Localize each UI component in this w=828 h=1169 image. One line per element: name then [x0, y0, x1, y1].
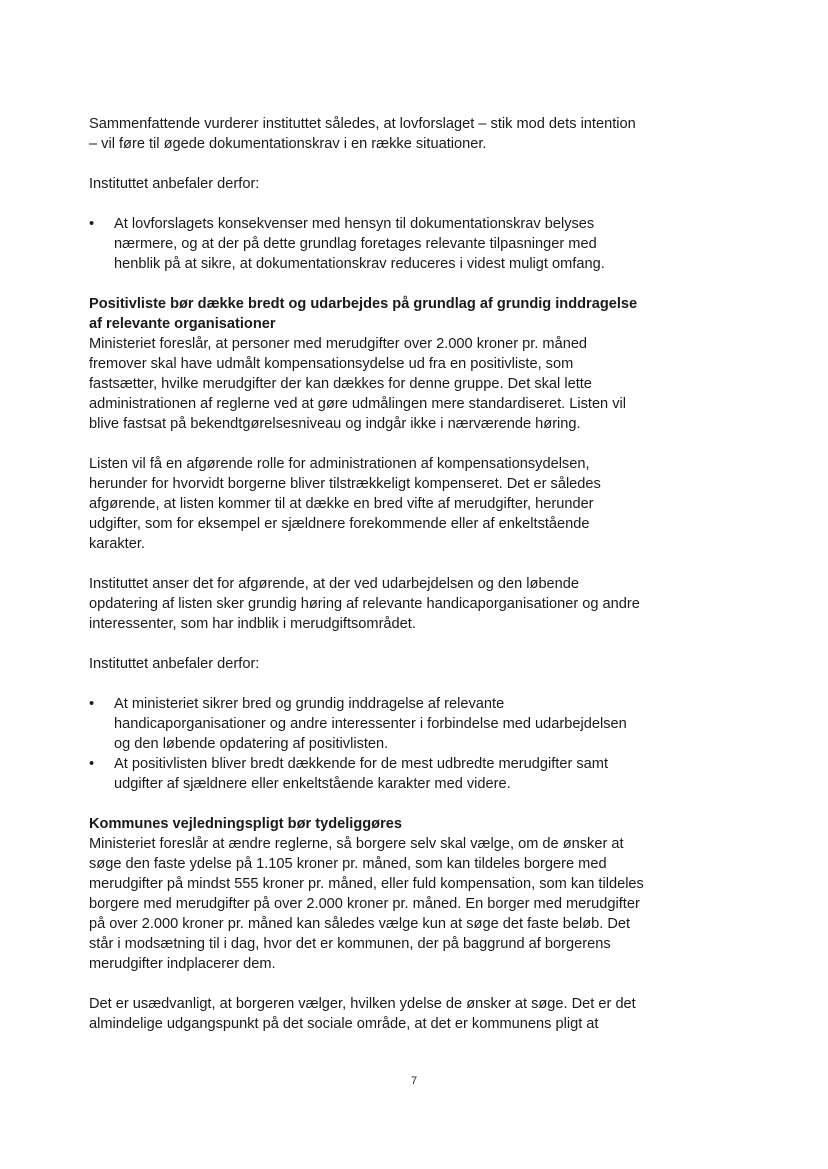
bullet-icon: • [89, 216, 95, 232]
paragraph-positivliste-role: Listen vil få en afgørende rolle for administrationen af kompensationsydelsen, herunder for hvorvidt borgerne bliver tilstrækkeligt kompenseret. Det er således afgørende, at listen kommer til at dække en bred vifte af merudgifter, herunder udgifter, som for eksempel er sjældnere forekommende eller af enkeltstående karakter. [89, 456, 601, 552]
paragraph-recommendation-intro-1: Instituttet anbefaler derfor: [89, 176, 260, 192]
bullet-icon: • [89, 696, 95, 712]
paragraph-ydelse-choice: Ministeriet foreslår at ændre reglerne, så borgere selv skal vælge, om de ønsker at søge den faste ydelse på 1.105 kroner pr. måned, som kan tildeles borgere med merudgifter på mindst 555 kroner pr. måned, eller fuld kompensation, som kan tildeles borgere med merudgifter på over 2.000 kroner pr. måned. En borger med merudgifter på over 2.000 kroner pr. måned kan således vælge kun at søge det faste beløb. Det står i modsætning til i dag, hvor det er kommunen, der på baggrund af borgerens merudgifter indplacerer dem. [89, 836, 644, 972]
recommendation-list-1 [89, 214, 645, 274]
list-item [89, 694, 645, 754]
list-item-text: At ministeriet sikrer bred og grundig inddragelse af relevante handicaporganisationer og andre interessenter i forbindelse med udarbejdelsen og den løbende opdatering af positivlisten. [114, 696, 627, 752]
section-heading-positivliste: Positivliste bør dække bredt og udarbejdes på grundlag af grundig inddragelse af relevante organisationer [89, 296, 638, 332]
list-item [89, 754, 645, 794]
section-heading-vejledningspligt: Kommunes vejledningspligt bør tydeliggøres [89, 816, 402, 832]
recommendation-list-2 [89, 694, 645, 794]
paragraph-hearing: Instituttet anser det for afgørende, at der ved udarbejdelsen og den løbende opdatering af listen sker grundig høring af relevante handicaporganisationer og andre interessenter, som har indblik i merudgiftsområdet. [89, 576, 640, 632]
page-number: 7 [410, 1075, 418, 1087]
paragraph-recommendation-intro-2: Instituttet anbefaler derfor: [89, 656, 260, 672]
paragraph-positivliste-proposal: Ministeriet foreslår, at personer med merudgifter over 2.000 kroner pr. måned fremover skal have udmålt kompensationsydelse ud fra en positivliste, som fastsætter, hvilke merudgifter der kan dækkes for denne gruppe. Det skal lette administrationen af reglerne ved at gøre udmålingen mere standardiseret. Listen vil blive fastsat på bekendtgørelsesniveau og indgår ikke i nærværende høring. [89, 336, 627, 432]
list-item-text: At lovforslagets konsekvenser med hensyn til dokumentationskrav belyses nærmere, og at der på dette grundlag foretages relevante tilpasninger med henblik på at sikre, at dokumentationskrav reduceres i videst muligt omfang. [114, 216, 605, 272]
list-item [89, 214, 645, 274]
paragraph-summary: Sammenfattende vurderer instituttet således, at lovforslaget – stik mod dets intention – vil føre til øgede dokumentationskrav i en række situationer. [89, 116, 636, 152]
paragraph-unusual-choice: Det er usædvanligt, at borgeren vælger, hvilken ydelse de ønsker at søge. Det er det almindelige udgangspunkt på det sociale område, at det er kommunens pligt at [89, 996, 636, 1032]
list-item-text: At positivlisten bliver bredt dækkende for de mest udbredte merudgifter samt udgifter af sjældnere eller enkeltstående karakter med videre. [114, 756, 608, 792]
document-body [89, 114, 645, 1054]
bullet-icon: • [89, 756, 95, 772]
